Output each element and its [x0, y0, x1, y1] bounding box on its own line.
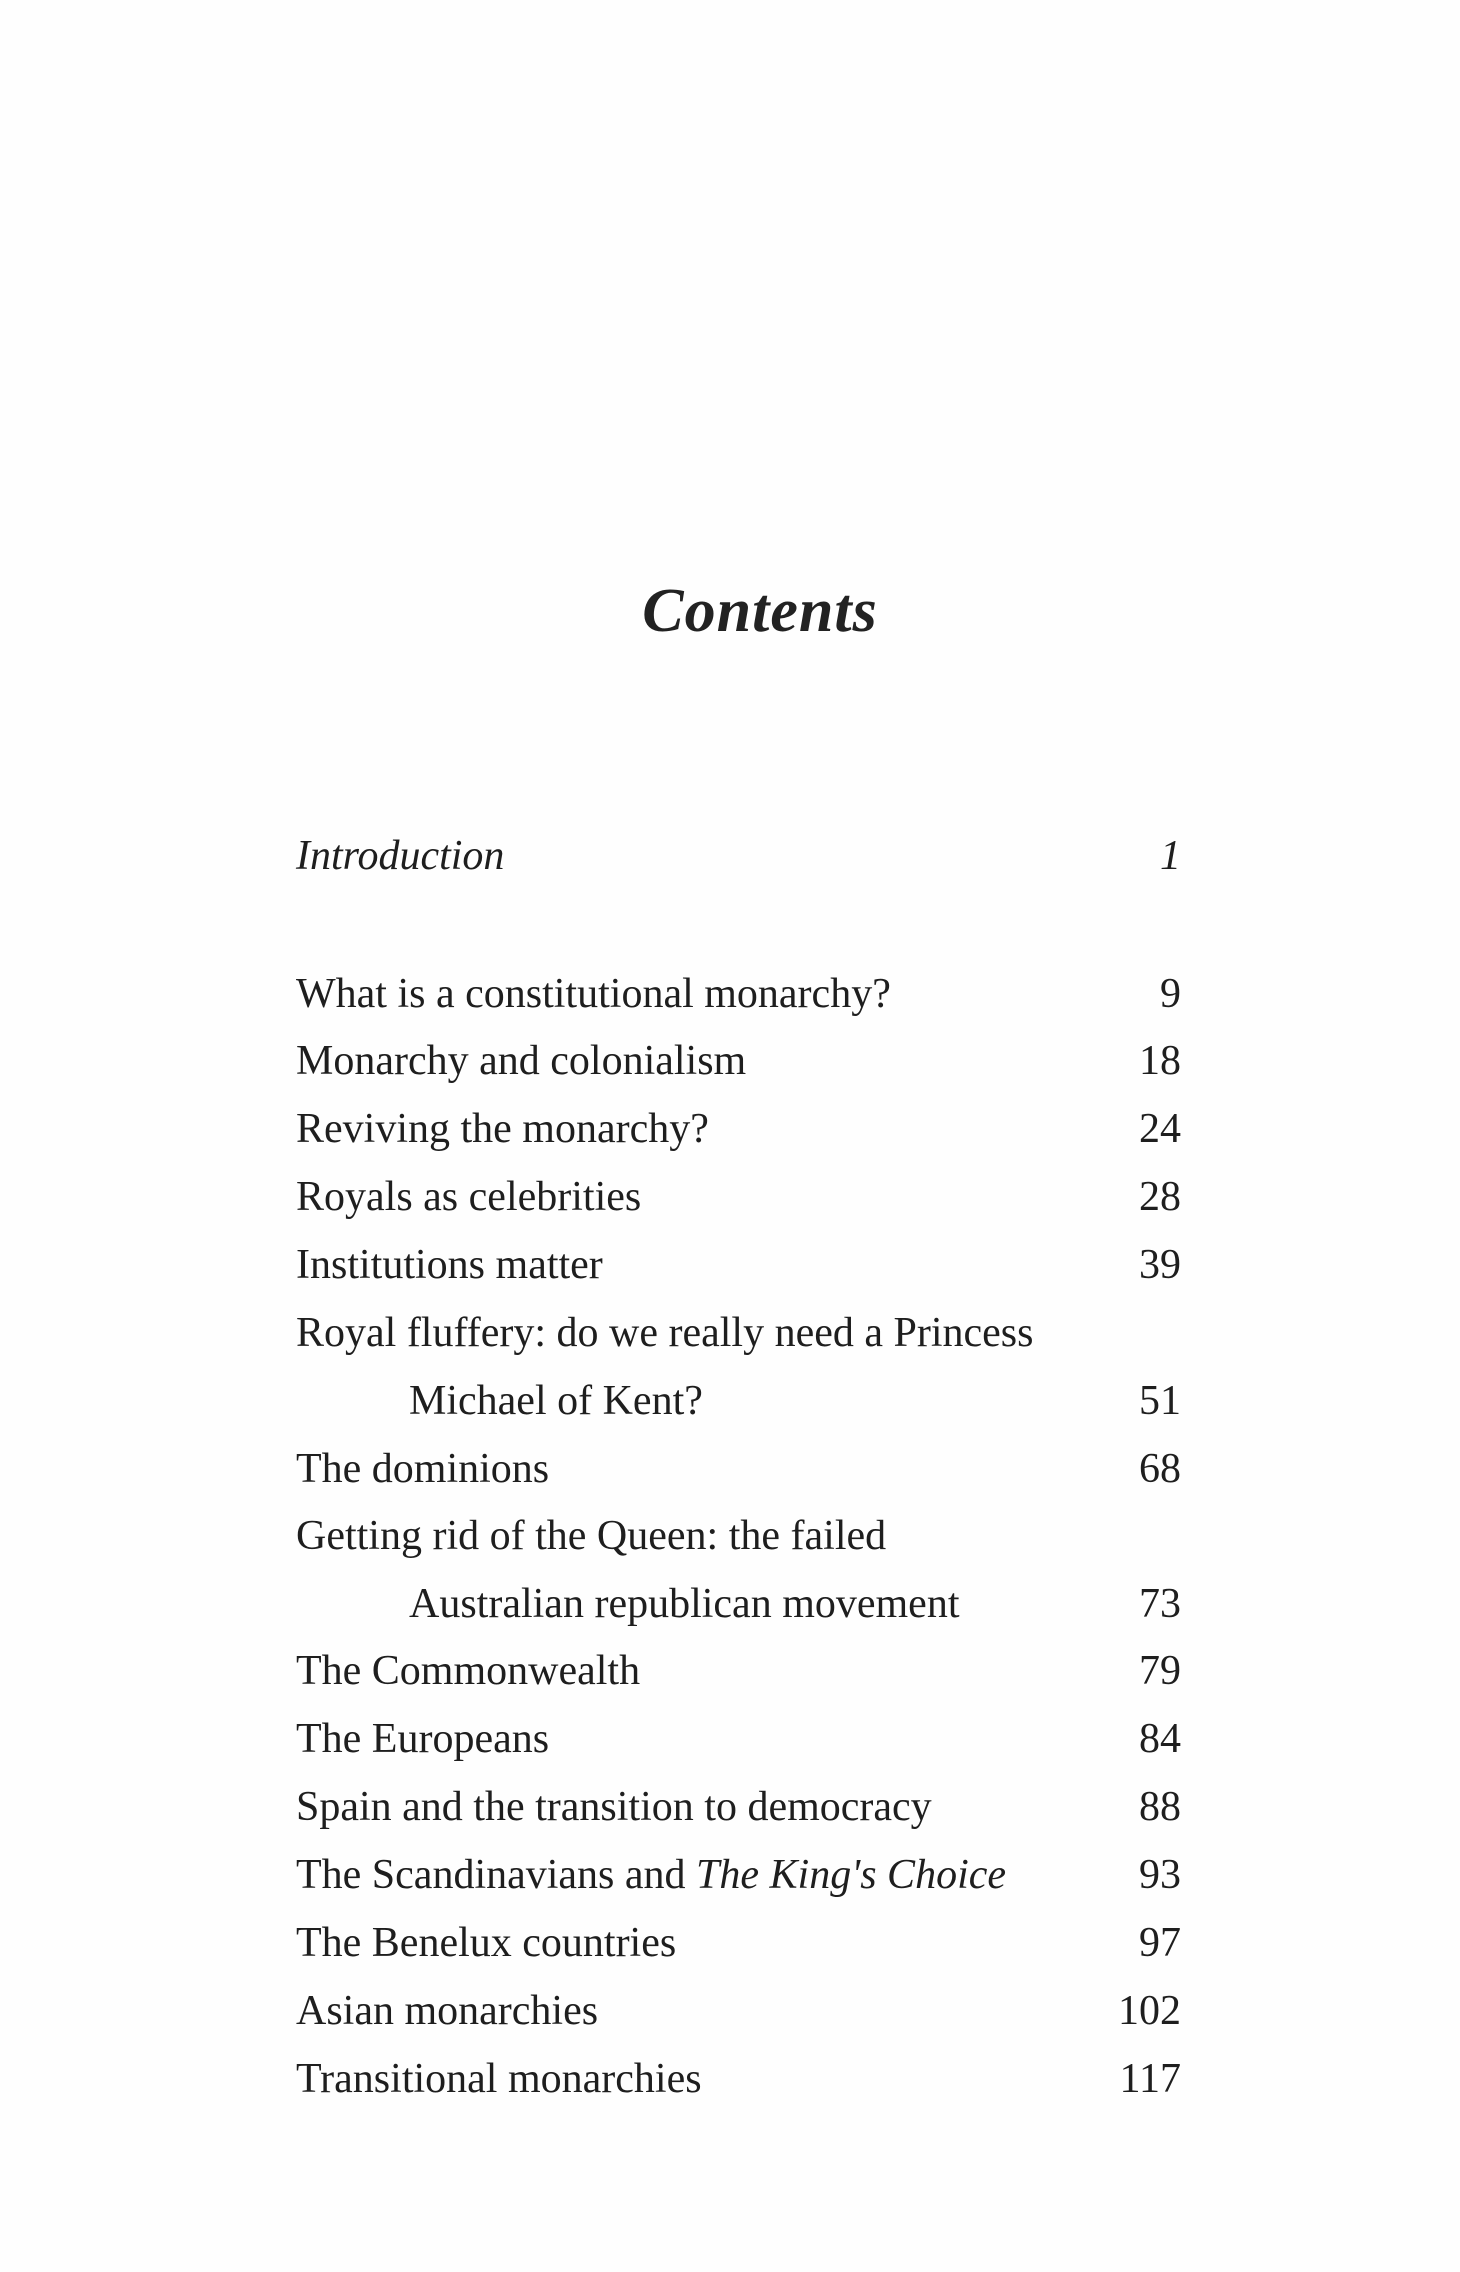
toc-entry-title: Monarchy and colonialism — [296, 1038, 747, 1084]
toc-entry-page-number: 93 — [1139, 1852, 1181, 1898]
toc-entry-title: The Benelux countries — [296, 1920, 677, 1966]
toc-entry-page-number: 28 — [1139, 1174, 1181, 1220]
toc-entry-page-number: 68 — [1139, 1446, 1181, 1492]
toc-entry-page-number: 88 — [1139, 1784, 1181, 1830]
toc-entry — [296, 1641, 1181, 1701]
toc-entry-introduction — [296, 826, 1181, 886]
toc-entry — [296, 2049, 1181, 2109]
toc-entry-page-number: 79 — [1139, 1648, 1181, 1694]
toc-entry-title: Reviving the monarchy? — [296, 1106, 709, 1152]
toc-entry-page-number: 39 — [1139, 1242, 1181, 1288]
toc-entry — [296, 1506, 1181, 1566]
page-title: Contents — [642, 576, 878, 645]
toc-entry — [296, 1709, 1181, 1769]
toc-entry-page-number: 102 — [1118, 1988, 1181, 2034]
toc-entry-page-number: 84 — [1139, 1716, 1181, 1762]
toc-entry — [296, 1167, 1181, 1227]
toc-entry-title — [296, 1845, 1006, 1905]
toc-entry-page-number: 9 — [1160, 971, 1181, 1017]
toc-entry-title: Spain and the transition to democracy — [296, 1784, 932, 1830]
toc-entry — [296, 1031, 1181, 1091]
toc-entry-title: Royal fluffery: do we really need a Princess — [296, 1310, 1034, 1356]
toc-entry-continuation — [296, 1371, 1181, 1431]
toc-entry-title: Asian monarchies — [296, 1988, 599, 2034]
toc-entry — [296, 1099, 1181, 1159]
toc-entry-title: Getting rid of the Queen: the failed — [296, 1513, 887, 1559]
toc-entry-title-roman: The Scandinavians and — [296, 1852, 697, 1898]
toc-entry-title-continued: Michael of Kent? — [409, 1378, 703, 1424]
toc-entry — [296, 1439, 1181, 1499]
toc-entry-page-number: 24 — [1139, 1106, 1181, 1152]
toc-entry-title: Royals as celebrities — [296, 1174, 642, 1220]
toc-entry-page-number: 1 — [1160, 833, 1181, 879]
toc-entry — [296, 1235, 1181, 1295]
toc-entry-page-number: 73 — [1139, 1581, 1181, 1627]
toc-entry — [296, 1777, 1181, 1837]
toc-entry-title: The Europeans — [296, 1716, 550, 1762]
toc-entry-title-italic: The King's Choice — [696, 1852, 1007, 1898]
toc-entry-title: Transitional monarchies — [296, 2056, 702, 2102]
toc-entry — [296, 1303, 1181, 1363]
toc-entry-title: Introduction — [296, 833, 505, 879]
toc-entry-title: Institutions matter — [296, 1242, 603, 1288]
toc-entry-title: The dominions — [296, 1446, 550, 1492]
toc-entry-page-number: 18 — [1139, 1038, 1181, 1084]
toc-entry — [296, 1981, 1181, 2041]
toc-entry-title: The Commonwealth — [296, 1648, 641, 1694]
toc-entry — [296, 964, 1181, 1024]
toc-entry-continuation — [296, 1574, 1181, 1634]
toc-entry — [296, 1913, 1181, 1973]
toc-entry-page-number: 97 — [1139, 1920, 1181, 1966]
toc-entry-title-continued: Australian republican movement — [409, 1581, 960, 1627]
toc-entry-page-number: 51 — [1139, 1378, 1181, 1424]
toc-entry-title: What is a constitutional monarchy? — [296, 971, 891, 1017]
toc-entry — [296, 1845, 1181, 1905]
toc-entry-page-number: 117 — [1119, 2056, 1181, 2102]
